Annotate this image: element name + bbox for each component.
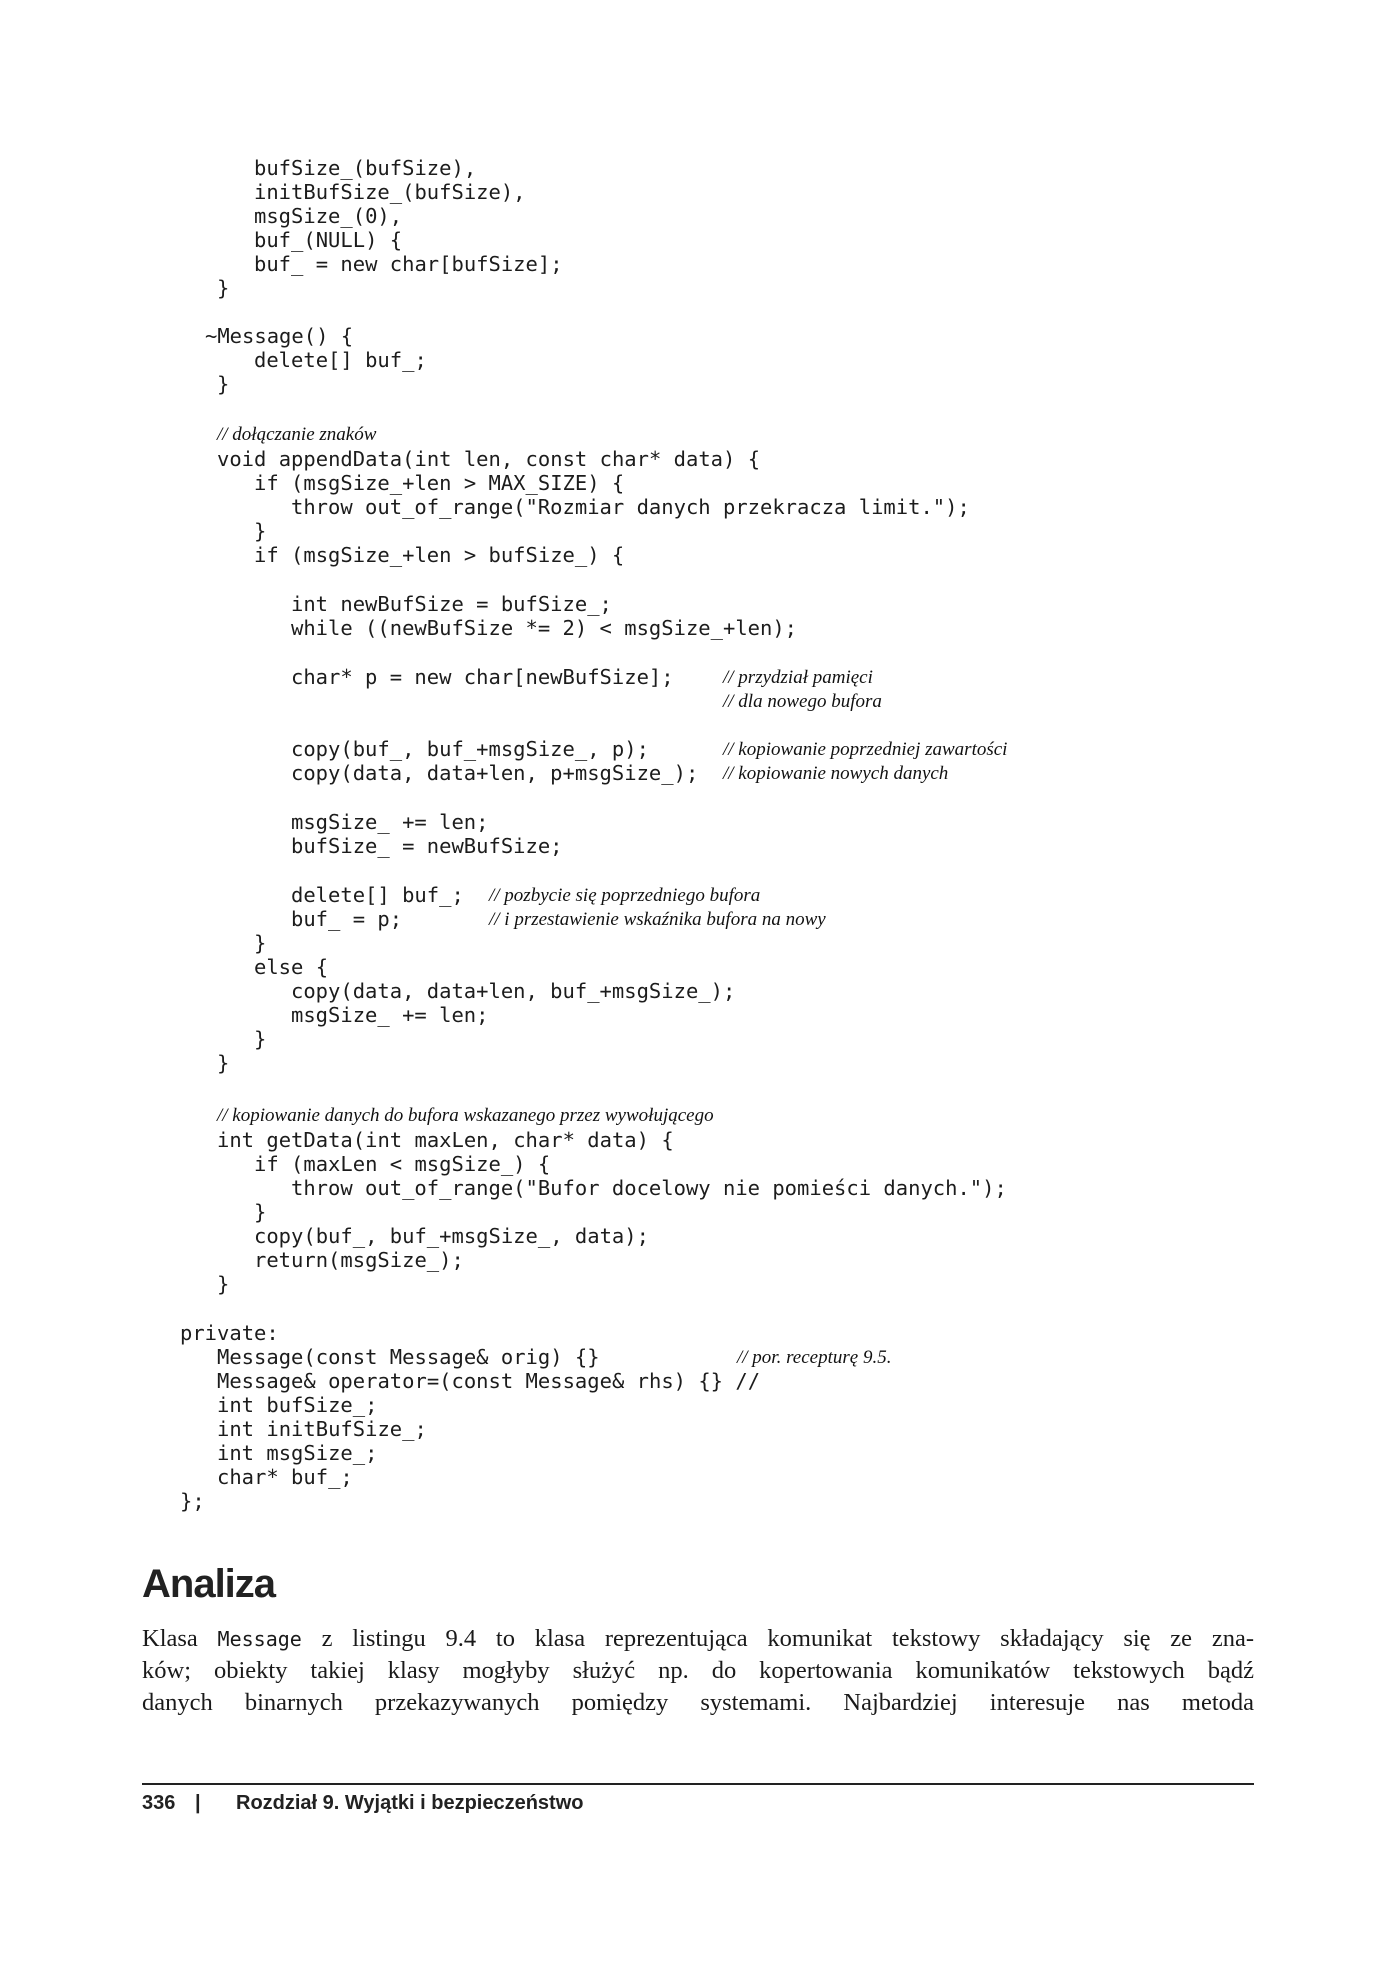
chapter-title: Rozdział 9. Wyjątki i bezpieczeństwo <box>236 1792 584 1814</box>
code-comment: // kopiowanie danych do bufora wskazanego przez wywołującego <box>217 1105 714 1126</box>
code-line: char* buf_; <box>217 1465 353 1489</box>
code-line: return(msgSize_); <box>254 1248 464 1272</box>
code-line: private: <box>180 1321 279 1345</box>
code-line: int newBufSize = bufSize_; <box>291 592 612 616</box>
code-line: while ((newBufSize *= 2) < msgSize_+len); <box>291 616 798 640</box>
code-comment: // dołączanie znaków <box>217 424 377 445</box>
code-line: ~Message() { <box>205 324 354 348</box>
code-line: }; <box>180 1489 205 1513</box>
paragraph-line <box>142 1623 1254 1655</box>
inline-code: Message <box>217 1627 302 1651</box>
code-line: int msgSize_; <box>217 1441 378 1465</box>
code-line: initBufSize_(bufSize), <box>254 180 526 204</box>
code-line: copy(data, data+len, p+msgSize_); <box>291 761 699 785</box>
code-line: Message(const Message& orig) {} <box>217 1345 600 1369</box>
paragraph-line <box>142 1655 1254 1687</box>
code-line: } <box>217 372 230 396</box>
body-paragraph <box>142 1623 1254 1719</box>
code-line: msgSize_ += len; <box>291 810 489 834</box>
code-line: copy(buf_, buf_+msgSize_, data); <box>254 1224 649 1248</box>
code-line: } <box>254 931 267 955</box>
code-line: copy(data, data+len, buf_+msgSize_); <box>291 979 736 1003</box>
code-line: bufSize_ = newBufSize; <box>291 834 563 858</box>
text-segment: z listingu 9.4 to klasa reprezentująca komunikat tekstowy składający się ze zna- <box>301 1625 1254 1652</box>
code-line: int initBufSize_; <box>217 1417 427 1441</box>
code-line: bufSize_(bufSize), <box>254 156 477 180</box>
code-line: char* p = new char[newBufSize]; <box>291 665 674 689</box>
code-line: int bufSize_; <box>217 1393 378 1417</box>
code-line: else { <box>254 955 329 979</box>
code-comment: // kopiowanie poprzedniej zawartości <box>723 739 1008 760</box>
code-comment: // kopiowanie nowych danych <box>723 763 949 784</box>
code-line: } <box>254 1027 267 1051</box>
code-comment: // i przestawienie wskaźnika bufora na nowy <box>489 909 826 930</box>
code-line: if (msgSize_+len > MAX_SIZE) { <box>254 471 625 495</box>
code-line: } <box>217 1272 230 1296</box>
code-line: if (maxLen < msgSize_) { <box>254 1152 551 1176</box>
code-line: } <box>254 519 267 543</box>
code-line: delete[] buf_; <box>254 348 427 372</box>
code-comment: // pozbycie się poprzedniego bufora <box>489 885 761 906</box>
text-segment: ków; obiekty takiej klasy mogłyby służyć np. do kopertowania komunikatów tekstowych bądź <box>142 1657 1254 1684</box>
paragraph-line <box>142 1687 1254 1719</box>
code-line: throw out_of_range("Bufor docelowy nie pomieści danych."); <box>291 1176 1007 1200</box>
code-line: } <box>217 1051 230 1075</box>
code-line: buf_ = p; <box>291 907 403 931</box>
code-comment: // dla nowego bufora <box>723 691 882 712</box>
code-line: Message& operator=(const Message& rhs) {} // <box>217 1369 761 1393</box>
code-line: } <box>254 1200 267 1224</box>
code-line: int getData(int maxLen, char* data) { <box>217 1128 674 1152</box>
code-comment: // por. recepturę 9.5. <box>737 1347 892 1368</box>
code-line: } <box>217 276 230 300</box>
text-segment: danych binarnych przekazywanych pomiędzy systemami. Najbardziej interesuje nas metoda <box>142 1689 1254 1716</box>
code-comment: // przydział pamięci <box>723 667 873 688</box>
code-line: if (msgSize_+len > bufSize_) { <box>254 543 625 567</box>
page-number: 336 <box>142 1792 176 1814</box>
code-line: void appendData(int len, const char* data) { <box>217 447 761 471</box>
footer-rule <box>142 1783 1254 1785</box>
code-line: copy(buf_, buf_+msgSize_, p); <box>291 737 649 761</box>
code-line: buf_(NULL) { <box>254 228 403 252</box>
code-line: msgSize_(0), <box>254 204 403 228</box>
section-heading: Analiza <box>142 1562 276 1606</box>
code-line: msgSize_ += len; <box>291 1003 489 1027</box>
code-line: delete[] buf_; <box>291 883 464 907</box>
footer-separator: | <box>195 1792 201 1814</box>
code-line: throw out_of_range("Rozmiar danych przekracza limit."); <box>291 495 970 519</box>
text-segment: Klasa <box>142 1625 218 1652</box>
code-line: buf_ = new char[bufSize]; <box>254 252 563 276</box>
